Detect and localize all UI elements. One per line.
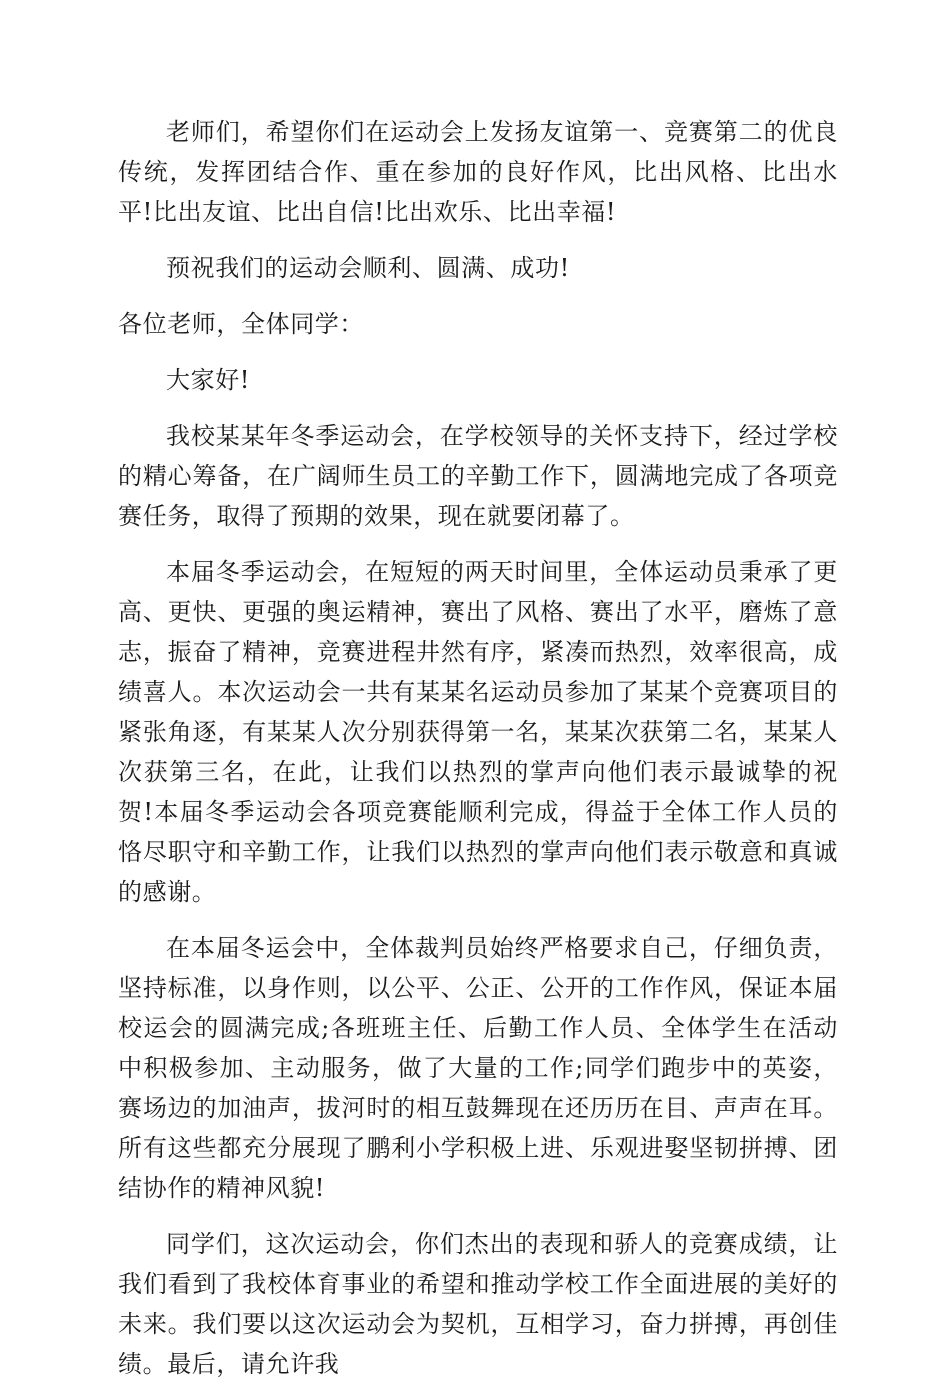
paragraph-1: 老师们，希望你们在运动会上发扬友谊第一、竞赛第二的优良传统，发挥团结合作、重在参加的良好作风，比出风格、比出水平!比出友谊、比出自信!比出欢乐、比出幸福! <box>118 118 838 226</box>
paragraph-4-greeting: 大家好! <box>166 366 251 394</box>
paragraph-2: 预祝我们的运动会顺利、圆满、成功! <box>166 254 570 282</box>
document-body <box>118 112 838 1400</box>
paragraph-3-salutation: 各位老师，全体同学： <box>118 310 364 338</box>
paragraph-8: 同学们，这次运动会，你们杰出的表现和骄人的竞赛成绩，让我们看到了我校体育事业的希望和推动学校工作全面进展的美好的未来。我们要以这次运动会为契机，互相学习，奋力拼搏，再创佳绩。最后，请允许我 <box>118 1230 838 1378</box>
paragraph-7: 在本届冬运会中，全体裁判员始终严格要求自己，仔细负责，坚持标准，以身作则，以公平、公正、公开的工作作风，保证本届校运会的圆满完成;各班班主任、后勤工作人员、全体学生在活动中积极参加、主动服务，做了大量的工作;同学们跑步中的英姿，赛场边的加油声，拔河时的相互鼓舞现在还历历在目、声声在耳。所有这些都充分展现了鹏利小学积极上进、乐观进娶坚韧拼搏、团结协作的精神风貌! <box>118 934 838 1202</box>
paragraph-6: 本届冬季运动会，在短短的两天时间里，全体运动员秉承了更高、更快、更强的奥运精神，赛出了风格、赛出了水平，磨炼了意志，振奋了精神，竞赛进程井然有序，紧凑而热烈，效率很高，成绩喜人。本次运动会一共有某某名运动员参加了某某个竞赛项目的紧张角逐，有某某人次分别获得第一名，某某次获第二名，某某人次获第三名，在此，让我们以热烈的掌声向他们表示最诚挚的祝贺!本届冬季运动会各项竞赛能顺利完成，得益于全体工作人员的恪尽职守和辛勤工作，让我们以热烈的掌声向他们表示敬意和真诚的感谢。 <box>118 558 838 906</box>
paragraph-5: 我校某某年冬季运动会，在学校领导的关怀支持下，经过学校的精心筹备，在广阔师生员工的辛勤工作下，圆满地完成了各项竞赛任务，取得了预期的效果，现在就要闭幕了。 <box>118 422 838 530</box>
